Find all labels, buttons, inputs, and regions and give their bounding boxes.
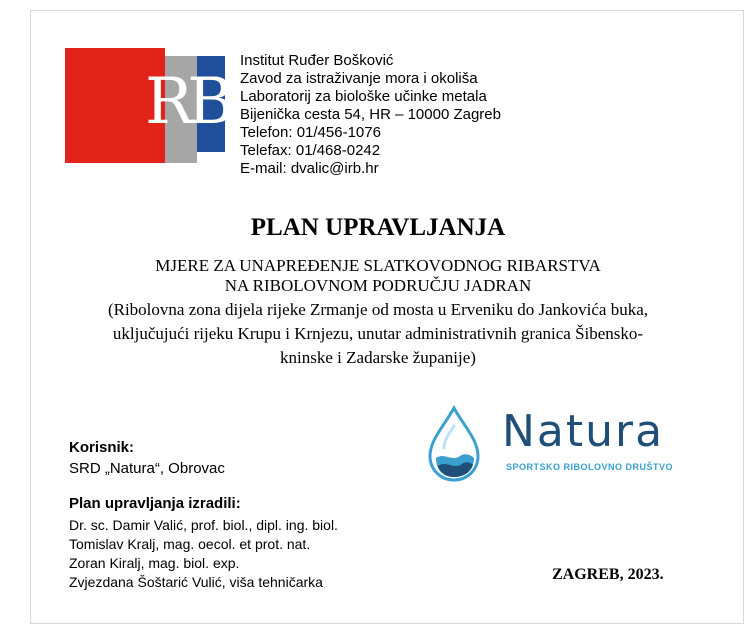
author-name: Zvjezdana Šoštarić Vulić, viša tehničarka — [69, 574, 323, 590]
institute-name: Institut Ruđer Bošković — [240, 52, 394, 69]
institute-phone: Telefon: 01/456-1076 — [240, 124, 381, 141]
scope-line: (Ribolovna zona dijela rijeke Zrmanje od mosta u Erveniku do Jankovića buka, — [107, 300, 649, 319]
irb-logo — [65, 48, 230, 163]
place-and-date: ZAGREB, 2023. — [552, 566, 664, 583]
authors-list — [69, 516, 338, 592]
author-name: Zoran Kiralj, mag. biol. exp. — [69, 555, 240, 571]
author-name: Dr. sc. Damir Valić, prof. biol., dipl. ing. biol. — [69, 517, 338, 533]
author-name: Tomislav Kralj, mag. oecol. et prot. nat. — [69, 536, 311, 552]
institute-address: Bijenička cesta 54, HR – 10000 Zagreb — [240, 106, 501, 123]
document-scope — [0, 298, 756, 370]
client-name: SRD „Natura“, Obrovac — [69, 460, 225, 477]
institute-fax: Telefax: 01/468-0242 — [240, 142, 381, 159]
water-drop-icon — [422, 404, 486, 484]
logo-letters: RB — [145, 65, 229, 139]
document-subtitle — [0, 256, 756, 296]
institute-email: E-mail: dvalic@irb.hr — [240, 160, 379, 177]
institute-department: Zavod za istraživanje mora i okoliša — [240, 70, 478, 87]
natura-logo — [422, 404, 702, 484]
natura-tagline: SPORTSKO RIBOLOVNO DRUŠTVO — [506, 462, 674, 472]
subtitle-line: NA RIBOLOVNOM PODRUČJU JADRAN — [224, 276, 532, 295]
scope-line: kninske i Zadarske županije) — [280, 348, 476, 367]
institute-info — [240, 52, 501, 178]
client-label: Korisnik: — [69, 439, 135, 456]
natura-wordmark: Natura — [502, 406, 665, 457]
document-title: PLAN UPRAVLJANJA — [250, 214, 506, 241]
institute-lab: Laboratorij za biološke učinke metala — [240, 88, 487, 105]
authors-label: Plan upravljanja izradili: — [69, 495, 241, 512]
scope-line: uključujući rijeku Krupu i Krnjezu, unutar administrativnih granica Šibensko- — [112, 324, 644, 343]
subtitle-line: MJERE ZA UNAPREĐENJE SLATKOVODNOG RIBARSTVA — [155, 256, 601, 275]
